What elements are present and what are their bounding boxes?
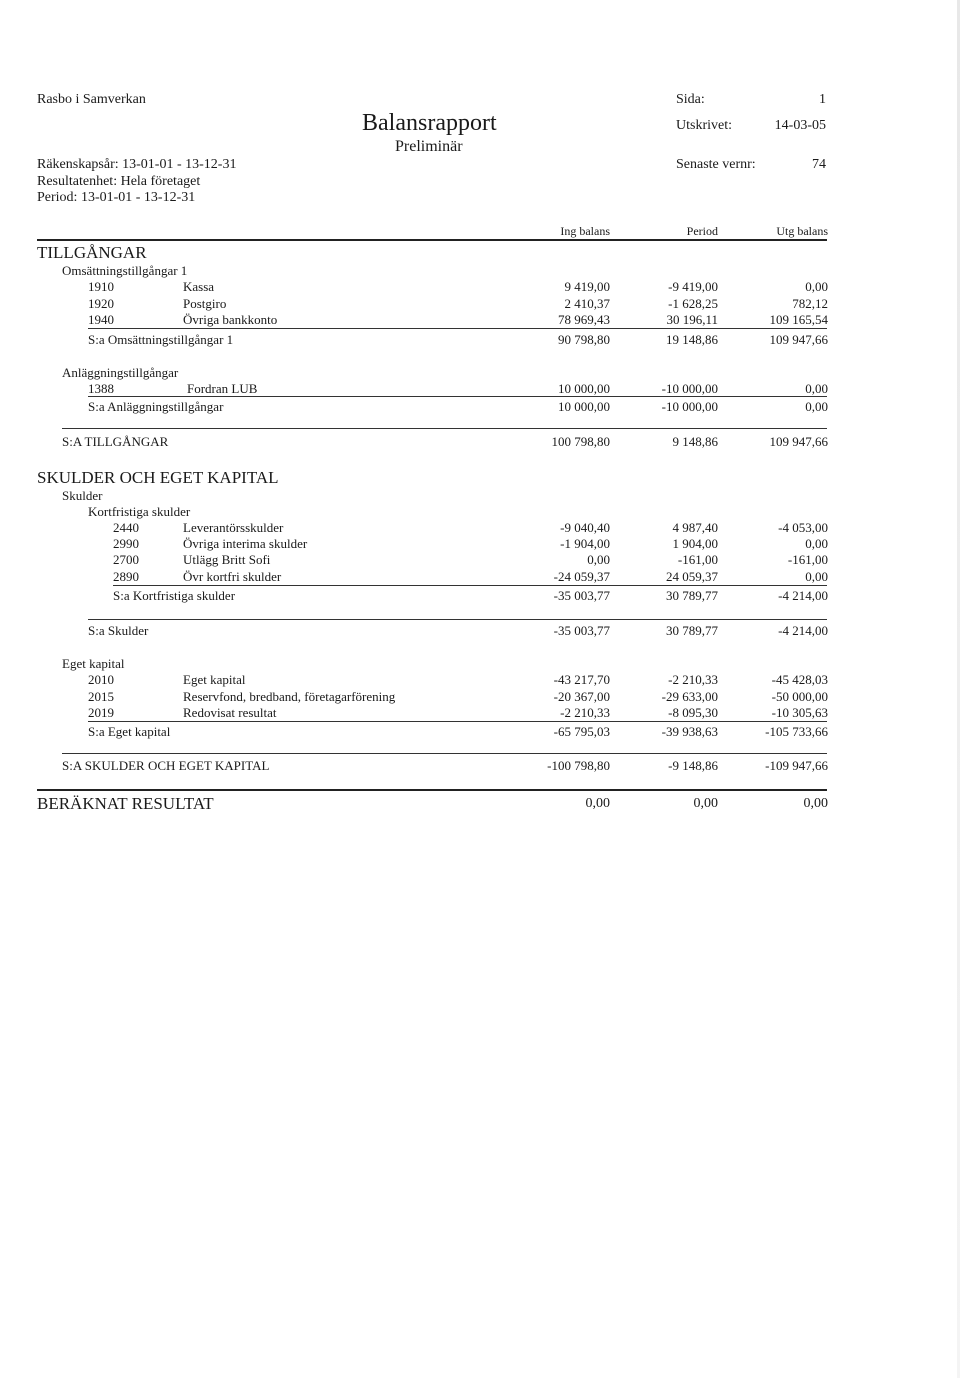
account-name: Fordran LUB <box>187 381 258 396</box>
account-name: Utlägg Britt Sofi <box>183 552 271 567</box>
account-number: 2440 <box>113 520 139 535</box>
ing-value: 9 419,00 <box>564 279 610 294</box>
period-value: -1 628,25 <box>668 296 718 311</box>
account-name: Övr kortfri skulder <box>183 569 282 584</box>
result-label: BERÄKNAT RESULTAT <box>37 794 214 813</box>
utg-value: 109 947,66 <box>769 434 828 449</box>
utg-value: 0,00 <box>805 381 828 396</box>
report-title: Balansrapport <box>362 110 497 136</box>
report-subtitle: Preliminär <box>395 138 463 155</box>
account-name: Redovisat resultat <box>183 705 277 720</box>
account-name: Eget kapital <box>183 672 246 687</box>
fiscal-year: Räkenskapsår: 13-01-01 - 13-12-31 <box>37 157 237 172</box>
page-label: Sida: <box>676 92 705 107</box>
account-number: 2990 <box>113 536 139 551</box>
subtotal-label: S:a Eget kapital <box>88 724 171 739</box>
subtotal-label: S:a Skulder <box>88 623 149 638</box>
company-name: Rasbo i Samverkan <box>37 92 146 107</box>
current-assets-heading: Omsättningstillgångar 1 <box>62 263 188 278</box>
ing-value: -1 904,00 <box>560 536 610 551</box>
ing-value: 2 410,37 <box>564 296 610 311</box>
period-value: -10 000,00 <box>661 399 718 414</box>
subtotal-label: S:a Kortfristiga skulder <box>113 588 236 603</box>
period-value: -9 148,86 <box>668 758 718 773</box>
total-rule <box>62 428 827 429</box>
account-number: 1920 <box>88 296 114 311</box>
account-number: 2019 <box>88 705 114 720</box>
total-rule <box>62 753 827 754</box>
ing-value: -20 367,00 <box>553 689 610 704</box>
ing-value: 90 798,80 <box>558 332 610 347</box>
subtotal-label: S:a Anläggningstillgångar <box>88 399 224 414</box>
period-value: -10 000,00 <box>661 381 718 396</box>
equity-heading: Eget kapital <box>62 656 125 671</box>
ing-value: -2 210,33 <box>560 705 610 720</box>
account-number: 1910 <box>88 279 114 294</box>
utg-value: -45 428,03 <box>771 672 828 687</box>
version-label: Senaste vernr: <box>676 157 756 172</box>
period-value: 1 904,00 <box>672 536 718 551</box>
utg-value: 0,00 <box>803 796 828 811</box>
column-header-ing: Ing balans <box>560 224 610 238</box>
utg-value: 0,00 <box>805 569 828 584</box>
utg-value: -4 214,00 <box>778 588 828 603</box>
printed-date: 14-03-05 <box>774 118 826 133</box>
period-value: 30 789,77 <box>666 623 718 638</box>
column-header-utg: Utg balans <box>776 224 828 238</box>
period-value: -2 210,33 <box>668 672 718 687</box>
period-value: -39 938,63 <box>661 724 718 739</box>
ing-value: -100 798,80 <box>547 758 610 773</box>
utg-value: -10 305,63 <box>771 705 828 720</box>
account-name: Postgiro <box>183 296 227 311</box>
ing-value: 0,00 <box>587 552 610 567</box>
ing-value: -35 003,77 <box>553 588 610 603</box>
utg-value: -109 947,66 <box>765 758 828 773</box>
assets-heading: TILLGÅNGAR <box>37 243 147 262</box>
utg-value: 0,00 <box>805 536 828 551</box>
subtotal-label: S:a Omsättningstillgångar 1 <box>88 332 234 347</box>
ing-value: 100 798,80 <box>551 434 610 449</box>
account-name: Leverantörsskulder <box>183 520 284 535</box>
subtotal-rule <box>88 721 827 722</box>
period-range: Period: 13-01-01 - 13-12-31 <box>37 190 196 205</box>
utg-value: 109 947,66 <box>769 332 828 347</box>
subtotal-rule <box>113 585 827 586</box>
header-rule <box>37 239 827 241</box>
account-name: Övriga bankkonto <box>183 312 278 327</box>
result-unit: Resultatenhet: Hela företaget <box>37 174 201 189</box>
subtotal-rule <box>88 619 827 620</box>
period-value: 24 059,37 <box>666 569 718 584</box>
ing-value: 10 000,00 <box>558 381 610 396</box>
short-debts-heading: Kortfristiga skulder <box>88 504 191 519</box>
ing-value: 78 969,43 <box>558 312 610 327</box>
ing-value: -24 059,37 <box>553 569 610 584</box>
utg-value: -105 733,66 <box>765 724 828 739</box>
account-name: Kassa <box>183 279 215 294</box>
period-value: -161,00 <box>677 552 718 567</box>
total-label: S:A SKULDER OCH EGET KAPITAL <box>62 758 270 773</box>
ing-value: -43 217,70 <box>553 672 610 687</box>
ing-value: -35 003,77 <box>553 623 610 638</box>
utg-value: 0,00 <box>805 399 828 414</box>
column-header-period: Period <box>686 224 718 238</box>
period-value: 30 196,11 <box>666 312 718 327</box>
utg-value: -4 053,00 <box>778 520 828 535</box>
utg-value: -50 000,00 <box>771 689 828 704</box>
utg-value: 0,00 <box>805 279 828 294</box>
result-rule <box>37 789 827 791</box>
account-number: 2010 <box>88 672 114 687</box>
fixed-assets-heading: Anläggningstillgångar <box>62 365 179 380</box>
total-label: S:A TILLGÅNGAR <box>62 434 169 449</box>
period-value: -9 419,00 <box>668 279 718 294</box>
account-number: 2890 <box>113 569 139 584</box>
period-value: -8 095,30 <box>668 705 718 720</box>
utg-value: 109 165,54 <box>769 312 828 327</box>
page-number: 1 <box>819 92 826 107</box>
liabilities-heading: SKULDER OCH EGET KAPITAL <box>37 468 279 487</box>
period-value: 4 987,40 <box>672 520 718 535</box>
account-number: 1940 <box>88 312 114 327</box>
account-number: 2015 <box>88 689 114 704</box>
account-number: 1388 <box>88 381 114 396</box>
account-name: Övriga interima skulder <box>183 536 308 551</box>
version-number: 74 <box>812 157 826 172</box>
period-value: 9 148,86 <box>672 434 718 449</box>
period-value: 0,00 <box>693 796 718 811</box>
utg-value: -161,00 <box>787 552 828 567</box>
subtotal-rule <box>88 396 827 397</box>
subtotal-rule <box>88 328 827 329</box>
period-value: 30 789,77 <box>666 588 718 603</box>
ing-value: 0,00 <box>585 796 610 811</box>
period-value: -29 633,00 <box>661 689 718 704</box>
period-value: 19 148,86 <box>666 332 718 347</box>
utg-value: -4 214,00 <box>778 623 828 638</box>
debts-heading: Skulder <box>62 488 103 503</box>
utg-value: 782,12 <box>792 296 828 311</box>
ing-value: -9 040,40 <box>560 520 610 535</box>
ing-value: -65 795,03 <box>553 724 610 739</box>
account-name: Reservfond, bredband, företagarförening <box>183 689 396 704</box>
printed-label: Utskrivet: <box>676 118 732 133</box>
account-number: 2700 <box>113 552 139 567</box>
ing-value: 10 000,00 <box>558 399 610 414</box>
